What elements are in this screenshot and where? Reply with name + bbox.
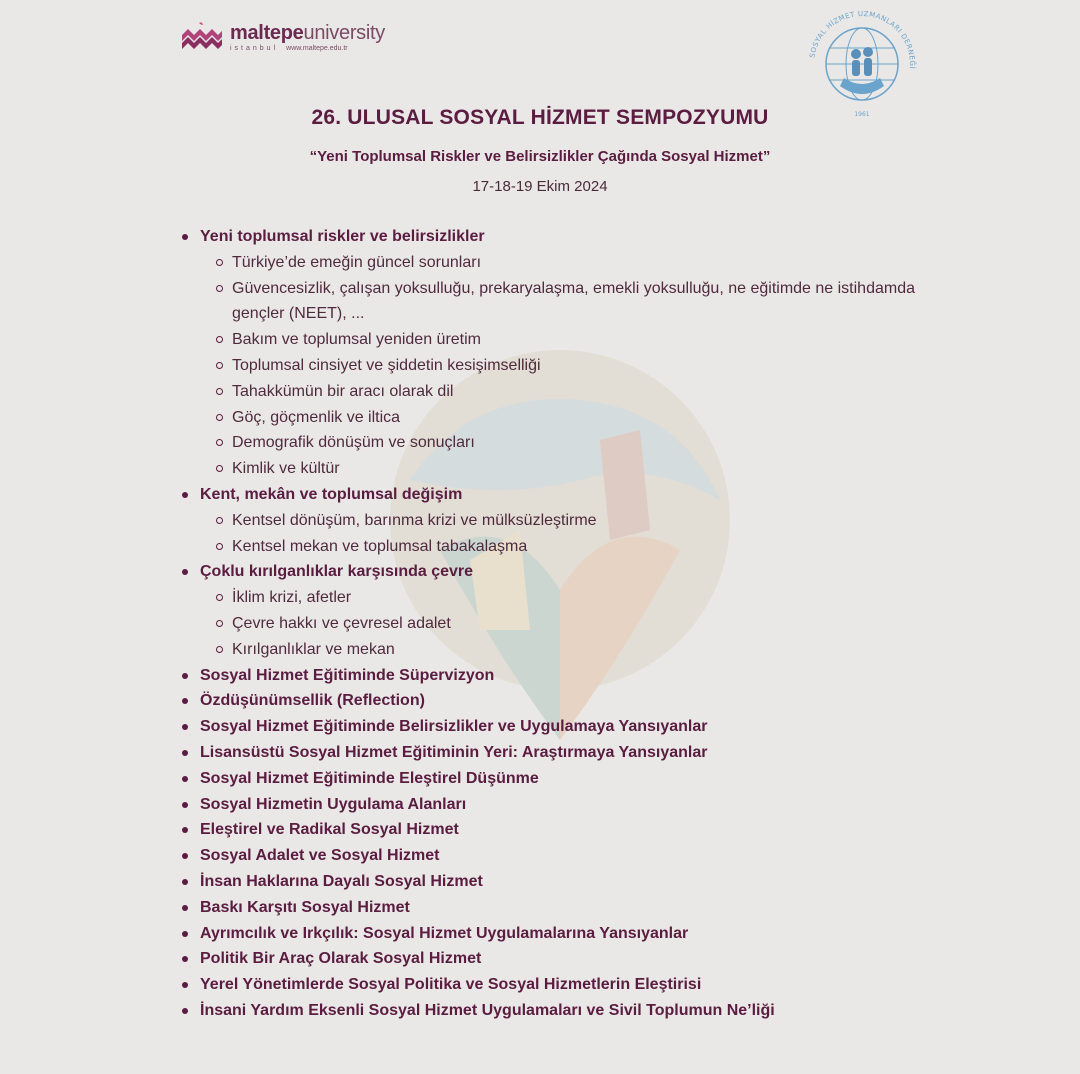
topic-title: Yeni toplumsal riskler ve belirsizlikler	[182, 224, 982, 250]
topic-title: Sosyal Hizmetin Uygulama Alanları	[182, 792, 982, 818]
topic-title: Sosyal Hizmet Eğitiminde Süpervizyon	[182, 663, 982, 689]
topic-title: İnsan Haklarına Dayalı Sosyal Hizmet	[182, 869, 982, 895]
subtopic-item: Kimlik ve kültür	[232, 456, 922, 482]
university-name-light: university	[303, 21, 385, 44]
topic-title: İnsani Yardım Eksenli Sosyal Hizmet Uygulamaları ve Sivil Toplumun Ne’liği	[182, 998, 982, 1024]
subtopic-item: Kentsel mekan ve toplumsal tabakalaşma	[232, 534, 922, 560]
topic-item	[182, 663, 982, 689]
topic-title: Çoklu kırılganlıklar karşısında çevre	[182, 559, 982, 585]
topic-title: Baskı Karşıtı Sosyal Hizmet	[182, 895, 982, 921]
subtopic-list	[182, 250, 982, 482]
topic-item	[182, 559, 982, 662]
topic-title: Sosyal Adalet ve Sosyal Hizmet	[182, 843, 982, 869]
topic-title: Sosyal Hizmet Eğitiminde Eleştirel Düşünme	[182, 766, 982, 792]
topic-item	[182, 946, 982, 972]
topic-title: Yerel Yönetimlerde Sosyal Politika ve Sosyal Hizmetlerin Eleştirisi	[182, 972, 982, 998]
association-year: 1961	[854, 111, 870, 118]
subtopic-item: Türkiye’de emeğin güncel sorunları	[232, 250, 922, 276]
subtopic-item: Toplumsal cinsiyet ve şiddetin kesişimselliği	[232, 353, 922, 379]
topic-item	[182, 817, 982, 843]
topic-item	[182, 766, 982, 792]
subtopic-list	[182, 508, 982, 560]
university-url: www.maltepe.edu.tr	[286, 44, 348, 52]
symposium-dates: 17-18-19 Ekim 2024	[472, 178, 608, 195]
topic-item	[182, 792, 982, 818]
university-city: istanbul	[230, 44, 279, 52]
subtopic-item: Demografik dönüşüm ve sonuçları	[232, 430, 922, 456]
topic-item	[182, 843, 982, 869]
topics-list	[182, 224, 982, 1024]
university-name-bold: maltepe	[230, 21, 304, 44]
topic-title: Özdüşünümsellik (Reflection)	[182, 688, 982, 714]
topic-title: Eleştirel ve Radikal Sosyal Hizmet	[182, 817, 982, 843]
topic-title: Lisansüstü Sosyal Hizmet Eğitiminin Yeri: Araştırmaya Yansıyanlar	[182, 740, 982, 766]
topic-title: Politik Bir Araç Olarak Sosyal Hizmet	[182, 946, 982, 972]
subtopic-item: İklim krizi, afetler	[232, 585, 922, 611]
subtopic-list	[182, 585, 982, 662]
topic-item	[182, 998, 982, 1024]
topic-item	[182, 482, 982, 559]
subtopic-item: Kentsel dönüşüm, barınma krizi ve mülksüzleştirme	[232, 508, 922, 534]
subtopic-item: Tahakkümün bir aracı olarak dil	[232, 379, 922, 405]
topic-title: Sosyal Hizmet Eğitiminde Belirsizlikler ve Uygulamaya Yansıyanlar	[182, 714, 982, 740]
topic-item	[182, 869, 982, 895]
subtopic-item: Kırılganlıklar ve mekan	[232, 637, 922, 663]
maltepe-university-logo	[180, 16, 385, 58]
subtopic-item: Çevre hakkı ve çevresel adalet	[232, 611, 922, 637]
university-name	[230, 23, 385, 43]
svg-text:SOSYAL HİZMET UZMANLARI DERNEĞ	[808, 10, 917, 70]
topic-item	[182, 688, 982, 714]
topic-item	[182, 740, 982, 766]
symposium-subtitle: “Yeni Toplumsal Riskler ve Belirsizlikler Çağında Sosyal Hizmet”	[309, 148, 771, 165]
topic-title: Ayrımcılık ve Irkçılık: Sosyal Hizmet Uygulamalarına Yansıyanlar	[182, 921, 982, 947]
subtopic-item: Güvencesizlik, çalışan yoksulluğu, prekaryalaşma, emekli yoksulluğu, ne eğitimde ne istihdamda gençler (NEET), ...	[232, 276, 922, 328]
topic-title: Kent, mekân ve toplumsal değişim	[182, 482, 982, 508]
topic-item	[182, 714, 982, 740]
maltepe-emblem-icon	[180, 21, 224, 53]
subtopic-item: Bakım ve toplumsal yeniden üretim	[232, 327, 922, 353]
topic-item	[182, 895, 982, 921]
symposium-title: 26. ULUSAL SOSYAL HİZMET SEMPOZYUMU	[311, 106, 769, 129]
subtopic-item: Göç, göçmenlik ve iltica	[232, 405, 922, 431]
topic-item	[182, 972, 982, 998]
topic-item	[182, 921, 982, 947]
topic-item	[182, 224, 982, 482]
association-ring-text: SOSYAL HİZMET UZMANLARI DERNEĞİ	[808, 9, 917, 70]
